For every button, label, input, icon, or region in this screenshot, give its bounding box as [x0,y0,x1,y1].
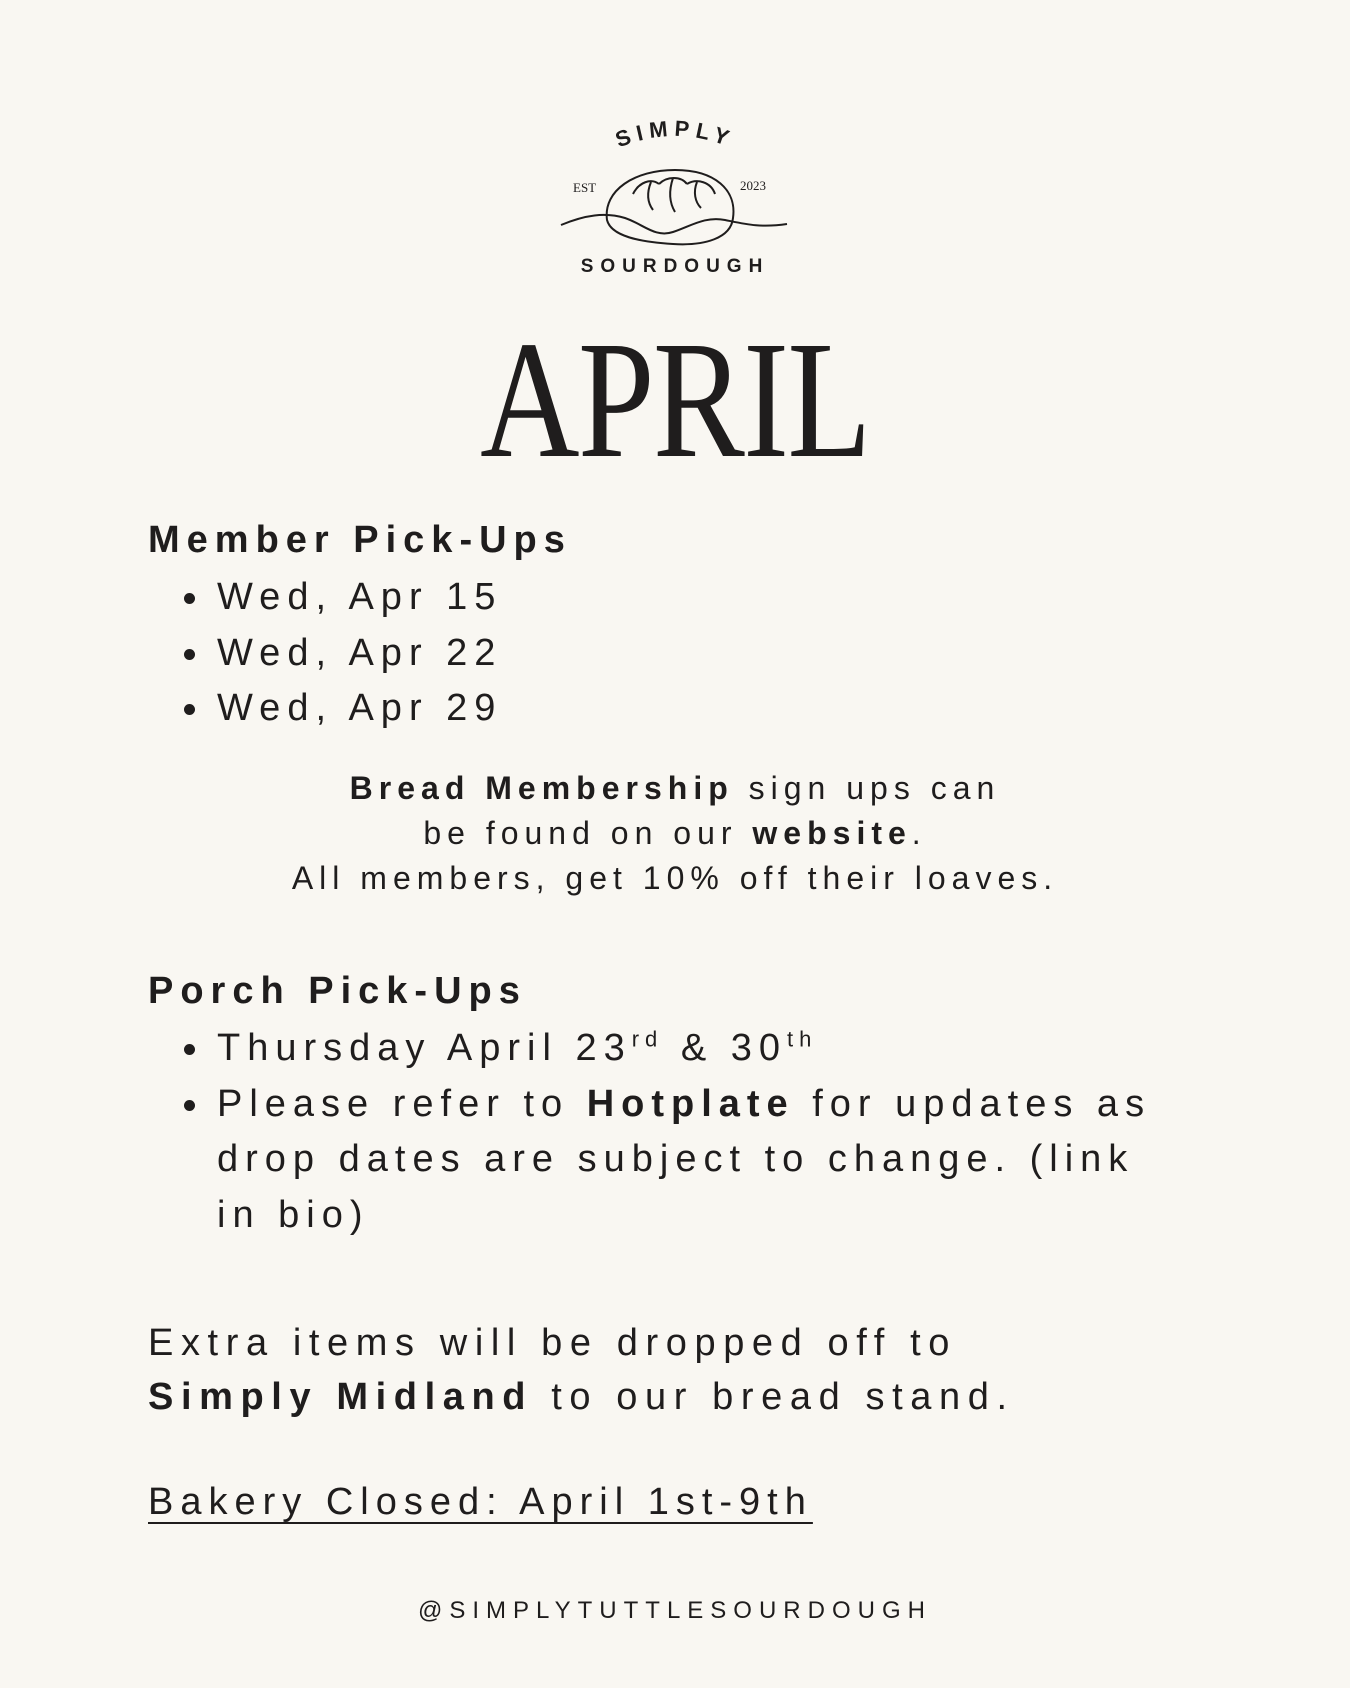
membership-note-line1 [0,766,1350,811]
porch-pickups-section [148,966,1248,1243]
list-item [148,1077,1188,1244]
note-text: be found on our [423,815,753,851]
website-link[interactable]: website [752,815,912,851]
svg-text:SIMPLY [612,120,738,152]
extra-line2 [148,1370,1298,1424]
ordinal-suffix: rd [631,1026,664,1052]
list-item [148,1021,1188,1077]
porch-date: Thursday April 23 [217,1027,632,1069]
logo-est: EST [573,180,597,195]
bakery-closed-notice: Bakery Closed: April 1st-9th [148,1481,813,1523]
bread-loaf-icon [555,120,795,260]
extra-line1: Extra items will be dropped off to [148,1322,957,1364]
extra-items-note [148,1316,1298,1424]
simply-midland-text: Simply Midland [148,1376,534,1418]
list-item [148,681,1248,737]
ordinal-suffix: th [787,1026,818,1052]
porch-list [148,1021,1188,1243]
bullet-icon [184,649,195,660]
hotplate-link[interactable]: Hotplate [586,1082,795,1125]
member-date: Wed, Apr 22 [217,631,503,674]
bullet-icon [184,1100,195,1111]
social-handle[interactable]: @SIMPLYTUTTLESOURDOUGH [418,1597,932,1624]
membership-note-line2 [0,811,1350,856]
extra-text: to our bread stand. [533,1376,1015,1418]
member-pickups-section [148,515,1248,737]
bullet-icon [184,593,195,604]
logo-bottom-word: SOURDOUGH [580,256,770,277]
logo-top-word: SIMPLY [612,120,738,153]
membership-note [0,766,1350,901]
note-text: sign ups can [733,770,1001,806]
porch-pickups-title: Porch Pick-Ups [148,970,527,1012]
note-text: . [911,815,927,851]
bread-membership-text: Bread Membership [349,770,734,806]
month-title: APRIL [480,307,870,493]
brand-logo [555,120,795,290]
porch-note-text: Please refer to [217,1082,587,1125]
member-dates-list [148,570,1248,737]
bullet-icon [184,704,195,715]
membership-note-line3: All members, get 10% off their loaves. [291,860,1059,896]
list-item [148,570,1248,626]
list-item [148,626,1248,682]
member-date: Wed, Apr 15 [217,576,503,618]
member-pickups-title: Member Pick-Ups [148,519,572,561]
bullet-icon [184,1044,195,1055]
member-date: Wed, Apr 29 [217,687,503,729]
porch-date: & 30 [663,1027,788,1069]
logo-year: 2023 [740,178,766,193]
porch-note-text: for updates as drop dates are subject to change. (link in bio) [217,1082,1152,1236]
